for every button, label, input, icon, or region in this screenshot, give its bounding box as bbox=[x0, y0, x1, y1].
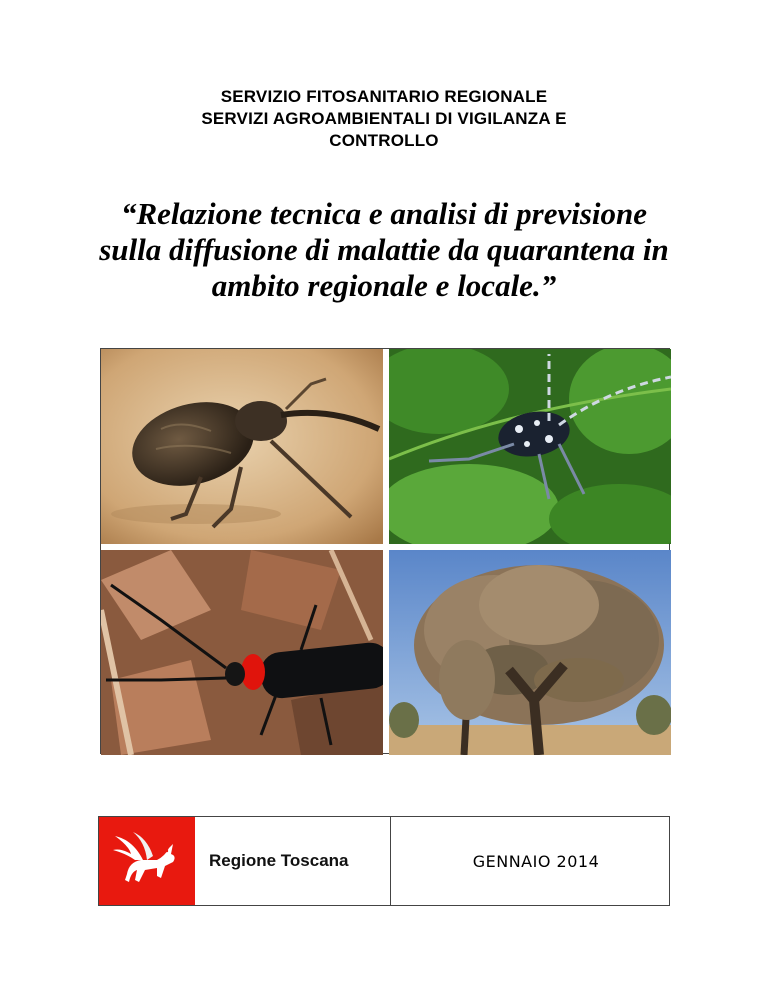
region-logo bbox=[99, 817, 391, 905]
title-line-3: ambito regionale e locale.” bbox=[211, 268, 557, 303]
logo-red-square bbox=[99, 817, 195, 905]
issuer-header bbox=[0, 86, 768, 152]
weevil-photo bbox=[101, 349, 383, 544]
olive-tree-photo bbox=[389, 550, 671, 755]
winged-horse-icon bbox=[107, 826, 187, 896]
longhorn-beetle-photo bbox=[389, 349, 671, 544]
issuer-line-3: CONTROLLO bbox=[329, 131, 439, 150]
footer-box bbox=[98, 816, 670, 906]
region-name: Regione Toscana bbox=[209, 851, 349, 870]
title-line-2: sulla diffusione di malattie da quarantena in bbox=[99, 232, 669, 267]
document-title bbox=[40, 196, 728, 304]
issuer-line-1: SERVIZIO FITOSANITARIO REGIONALE bbox=[220, 87, 548, 106]
issuer-line-2: SERVIZI AGROAMBIENTALI DI VIGILANZA E bbox=[201, 109, 567, 128]
title-line-1: “Relazione tecnica e analisi di previsione bbox=[120, 196, 648, 231]
publication-date: GENNAIO 2014 bbox=[472, 851, 600, 871]
photo-grid bbox=[100, 348, 670, 754]
red-necked-beetle-photo bbox=[101, 550, 383, 755]
